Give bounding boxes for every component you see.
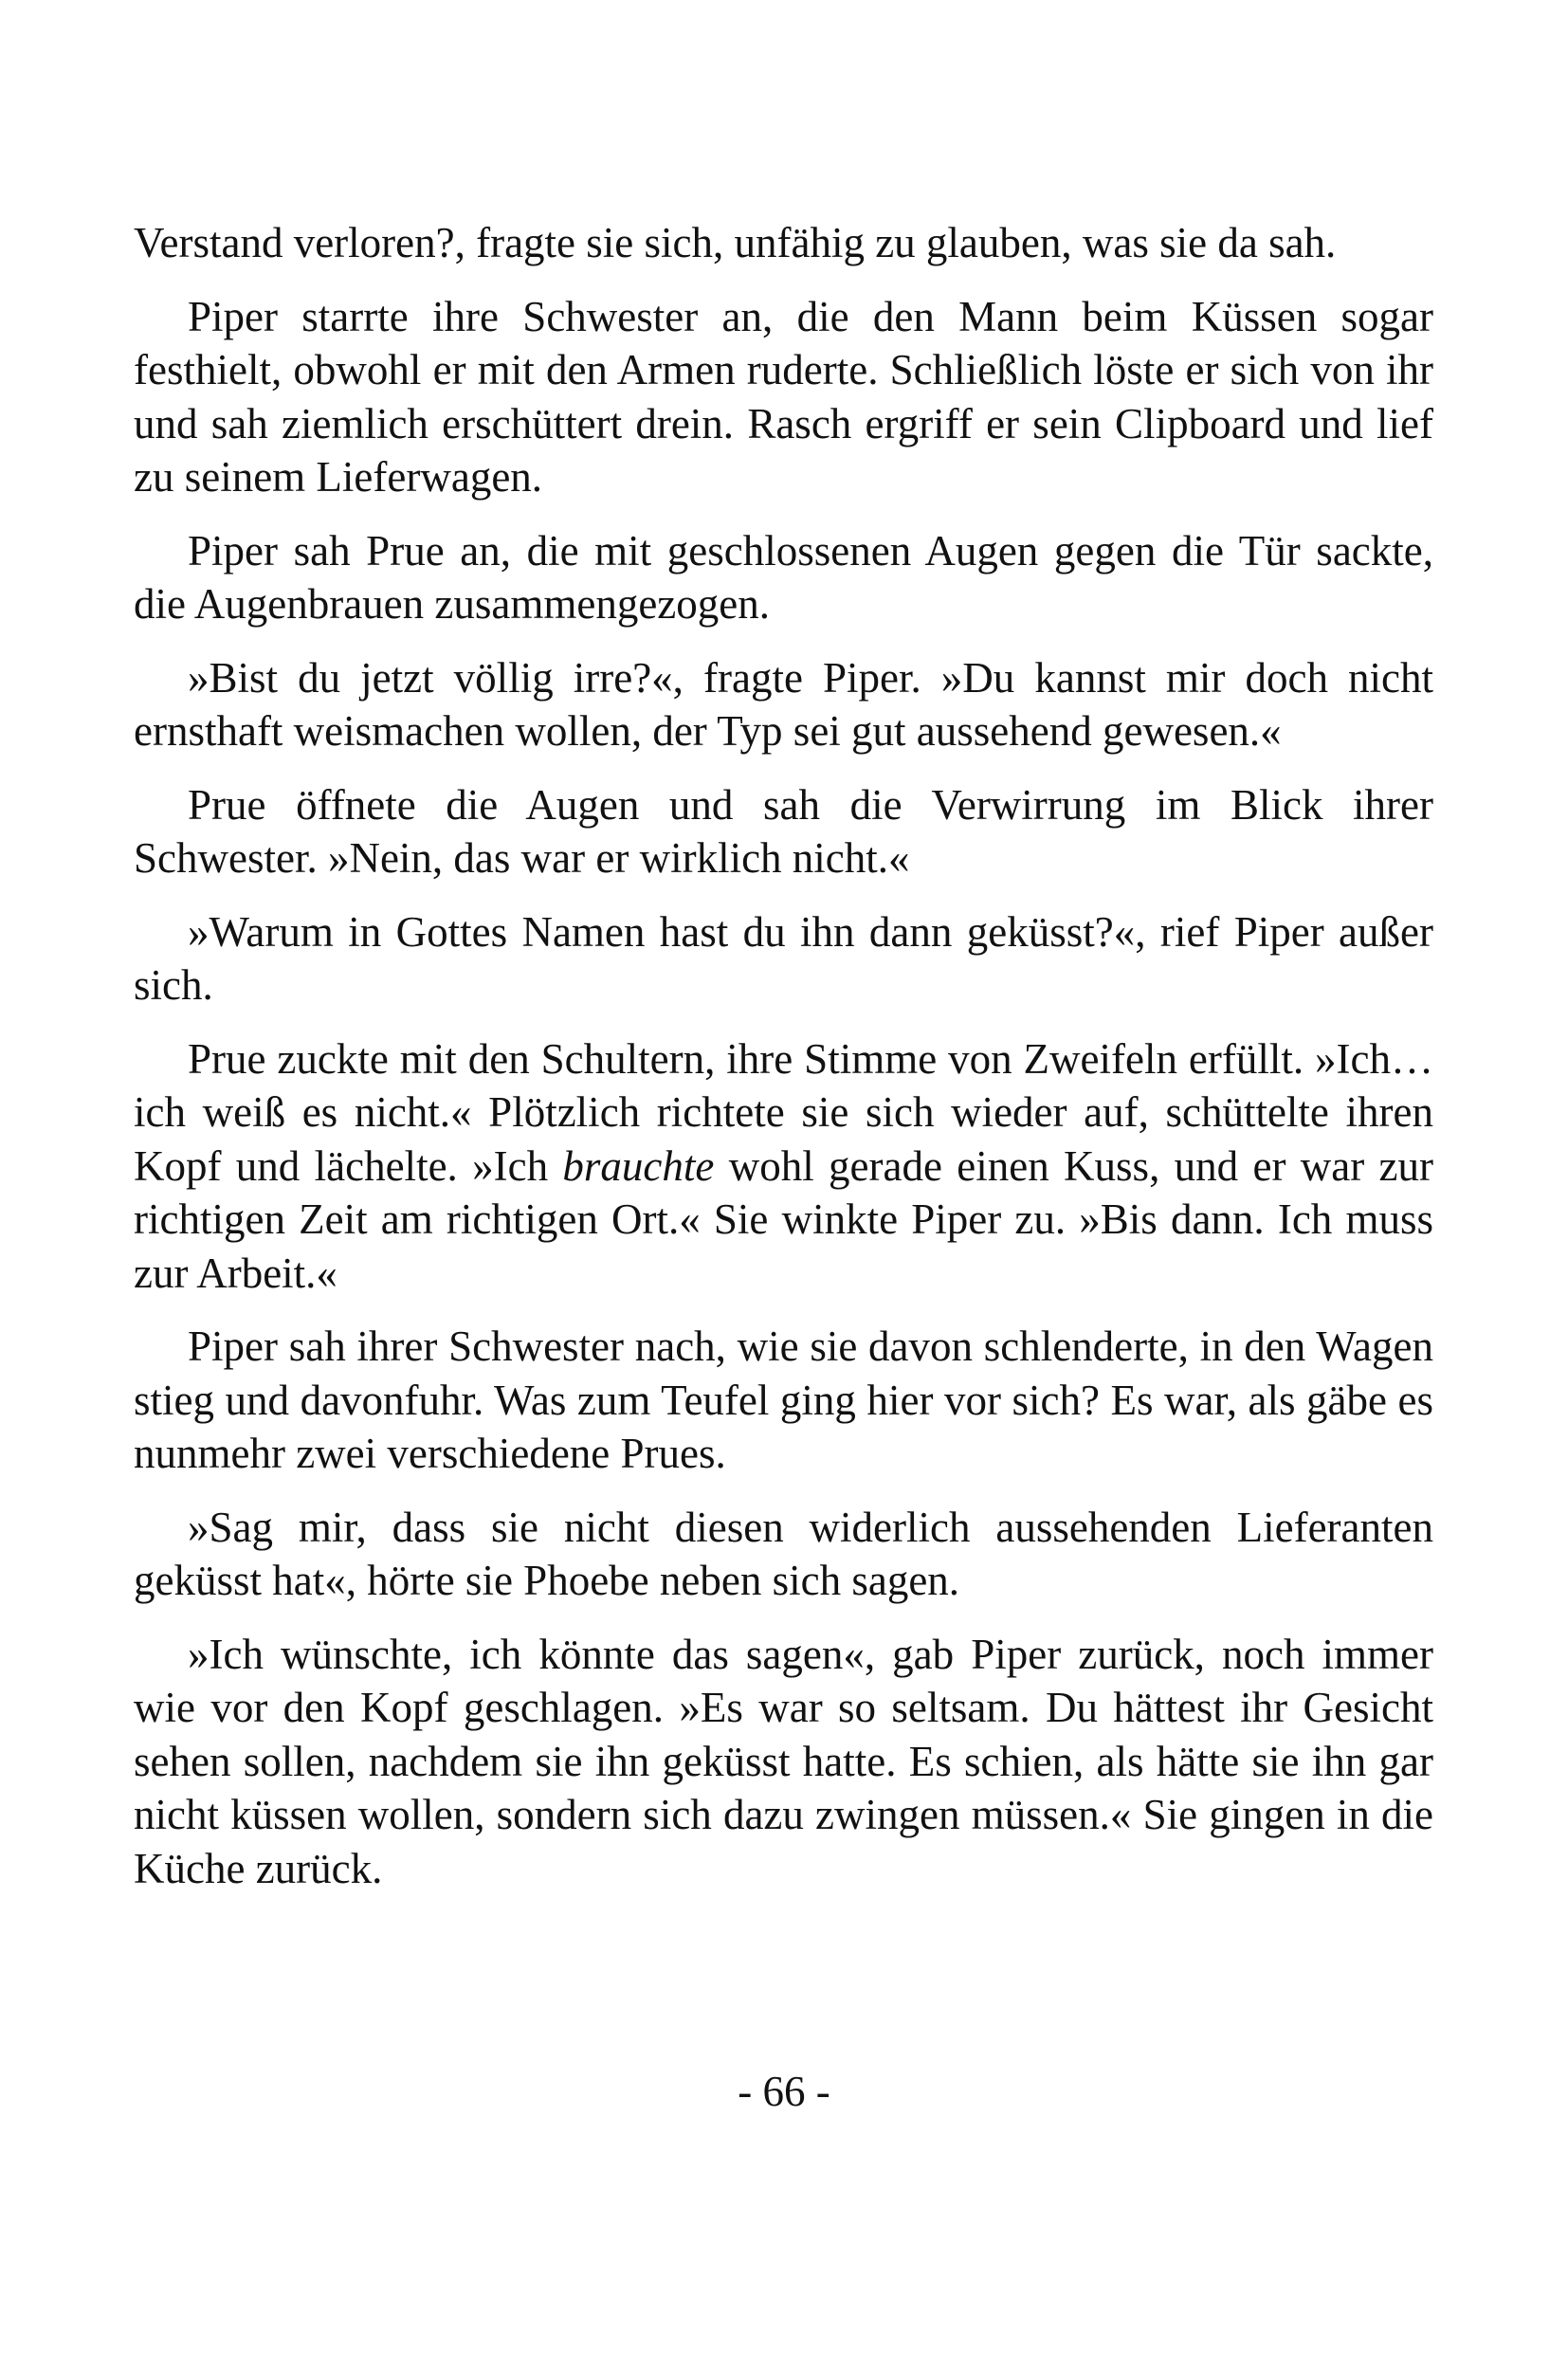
paragraph-text: Prue öffnete die Augen und sah die Verwirrung im Blick ihrer Schwester. »Nein, das war er wirklich nicht.« xyxy=(134,780,1433,882)
paragraph-3 xyxy=(134,524,1433,631)
paragraph-text: Piper starrte ihre Schwester an, die den Mann beim Küssen sogar festhielt, obwohl er mit den Armen ruderte. Schließlich löste er sich von ihr und sah ziemlich erschüttert drein. Rasch ergriff er sein Clipboard und lief zu seinem Lieferwagen. xyxy=(134,292,1433,501)
paragraph-text: Piper sah Prue an, die mit geschlossenen Augen gegen die Tür sackte, die Augenbrauen zusammengezogen. xyxy=(134,526,1433,628)
paragraph-text: »Bist du jetzt völlig irre?«, fragte Piper. »Du kannst mir doch nicht ernsthaft weismachen wollen, der Typ sei gut aussehend gewesen.« xyxy=(134,653,1433,755)
paragraph-text: »Warum in Gottes Namen hast du ihn dann geküsst?«, rief Piper außer sich. xyxy=(134,907,1433,1009)
emphasized-word: brauchte xyxy=(562,1141,715,1190)
paragraph-1 xyxy=(134,216,1433,270)
paragraph-8 xyxy=(134,1320,1433,1481)
body-text xyxy=(134,216,1433,1915)
paragraph-6 xyxy=(134,905,1433,1013)
paragraph-2 xyxy=(134,290,1433,504)
paragraph-5 xyxy=(134,778,1433,885)
paragraph-7 xyxy=(134,1032,1433,1301)
paragraph-text: »Sag mir, dass sie nicht diesen widerlich aussehenden Lieferanten geküsst hat«, hörte sie Phoebe neben sich sagen. xyxy=(134,1503,1433,1604)
paragraph-10 xyxy=(134,1628,1433,1896)
paragraph-text: Prue zuckte mit den Schultern, ihre Stimme von Zweifeln erfüllt. »Ich… ich weiß es nicht.« Plötzlich richtete sie sich wieder auf, schüttelte ihren Kopf und lächelte. »Ich xyxy=(134,1034,1433,1190)
paragraph-9 xyxy=(134,1501,1433,1608)
paragraph-text: »Ich wünschte, ich könnte das sagen«, gab Piper zurück, noch immer wie vor den Kopf geschlagen. »Es war so seltsam. Du hättest ihr Gesicht sehen sollen, nachdem sie ihn geküsst hatte. Es schien, als hätte sie ihn gar nicht küssen wollen, sondern sich dazu zwingen müssen.« Sie gingen in die Küche zurück. xyxy=(134,1630,1433,1892)
paragraph-4 xyxy=(134,651,1433,758)
paragraph-text: Verstand verloren?, fragte sie sich, unfähig zu glauben, was sie da sah. xyxy=(134,219,1337,266)
paragraph-text: Piper sah ihrer Schwester nach, wie sie davon schlenderte, in den Wagen stieg und davonfuhr. Was zum Teufel ging hier vor sich? Es war, als gäbe es nunmehr zwei verschiedene Prues. xyxy=(134,1323,1433,1477)
page-number: - 66 - xyxy=(738,2068,830,2115)
paragraph-text: wohl gerade einen Kuss, und er war zur richtigen Zeit am richtigen Ort.« Sie winkte Piper zu. »Bis dann. Ich muss zur Arbeit.« xyxy=(134,1141,1433,1297)
